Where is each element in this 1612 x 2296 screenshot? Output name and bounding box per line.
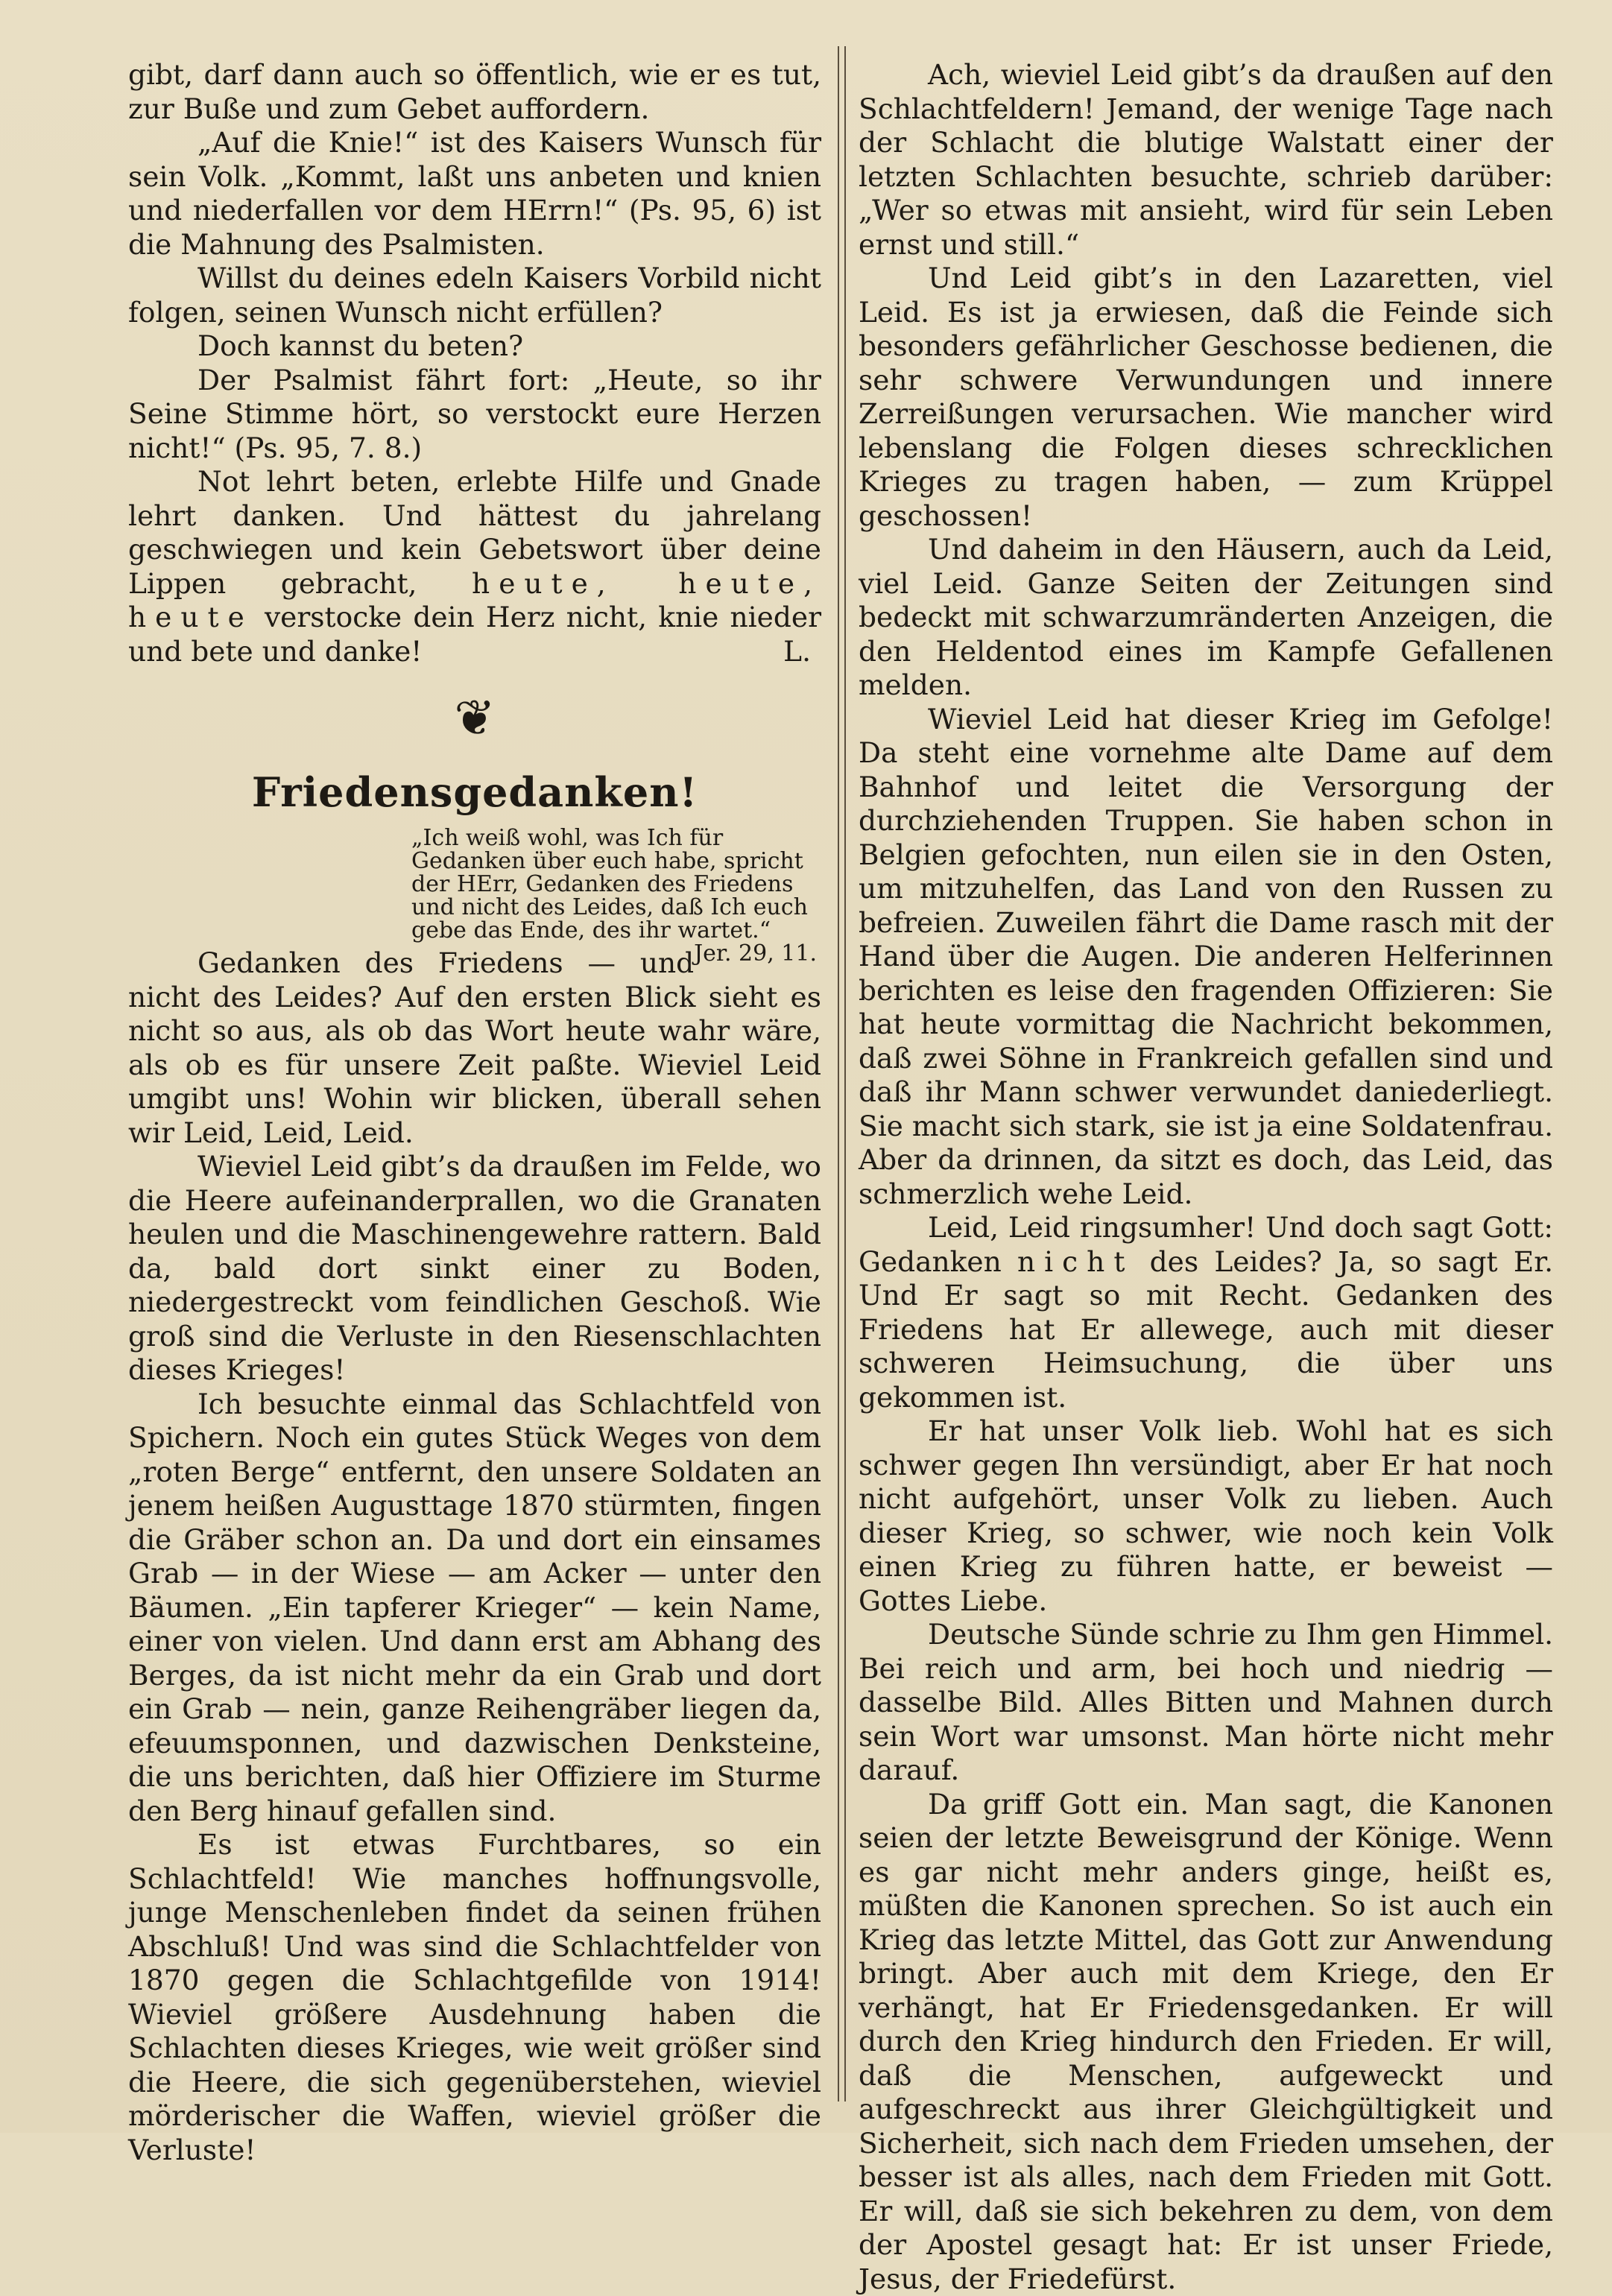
motto-reference: Jer. 29, 11. bbox=[694, 942, 817, 965]
paragraph: gibt, darf dann auch so öffentlich, wie er es tut, zur Buße und zum Gebet auffordern. bbox=[128, 58, 821, 126]
paragraph: Ich besuchte einmal das Schlachtfeld von Spichern. Noch ein gutes Stück Weges von dem „roten Berge“ entfernt, den unsere Soldaten an jenem heißen Augusttage 1870 stürmten, fingen die Gräber schon an. Da und dort ein einsames Grab — in der Wiese — am Acker — unter den Bäumen. „Ein tapferer Krieger“ — kein Name, einer von vielen. Und dann erst am Abhang des Berges, da ist nicht mehr da ein Grab und dort ein Grab — nein, ganze Reihengräber liegen da, efeuumsponnen, und dazwischen Denksteine, die uns berichten, daß hier Offiziere im Sturme den Berg hinauf gefallen sind. bbox=[128, 1388, 821, 1829]
motto-text bbox=[411, 826, 821, 942]
motto-quote: „Ich weiß wohl, was Ich für Gedanken über euch habe, spricht der HErr, Gedanken des Friedens und nicht des Leides, daß Ich euch gebe das Ende, des ihr wartet.“ bbox=[411, 825, 808, 943]
paragraph: Doch kannst du beten? bbox=[128, 329, 821, 364]
column-divider-line bbox=[838, 46, 839, 2101]
right-column bbox=[859, 58, 1553, 2296]
paragraph: Ach, wieviel Leid gibt’s da draußen auf den Schlachtfeldern! Jemand, der wenige Tage nach der Schlacht die blutige Walstatt einer der letzten Schlachten besuchte, schrieb darüber: „Wer so etwas mit ansieht, wird für sein Leben ernst und still.“ bbox=[859, 58, 1553, 262]
text-run: des Leides? Ja, so sagt Er. Und Er sagt so mit Recht. Gedanken des Friedens hat Er allewege, auch mit dieser schweren Heimsuchung, die über uns gekommen ist. bbox=[859, 1245, 1553, 1414]
column-divider-line bbox=[844, 46, 846, 2101]
paragraph bbox=[859, 1211, 1553, 1414]
spaced-emphasis: nicht bbox=[1017, 1245, 1134, 1278]
paragraph: Willst du deines edeln Kaisers Vorbild nicht folgen, seinen Wunsch nicht erfüllen? bbox=[128, 262, 821, 329]
paragraph: Und Leid gibt’s in den Lazaretten, viel Leid. Es ist ja erwiesen, daß die Feinde sich besonders gefährlicher Geschosse bedienen, die sehr schwere Verwundungen und innere Zerreißungen verursachen. Wie mancher wird lebenslang die Folgen dieses schrecklichen Krieges zu tragen haben, — zum Krüppel geschossen! bbox=[859, 262, 1553, 533]
paragraph: Der Psalmist fährt fort: „Heute, so ihr Seine Stimme hört, so verstockt eure Herzen nicht!“ (Ps. 95, 7. 8.) bbox=[128, 364, 821, 466]
paragraph: Es ist etwas Furchtbares, so ein Schlachtfeld! Wie manches hoffnungsvolle, junge Menschenleben findet da seinen frühen Abschluß! Und was sind die Schlachtfelder von 1870 gegen die Schlachtgefilde von 1914! Wieviel größere Ausdehnung haben die Schlachten dieses Krieges, wie weit größer sind die Heere, die sich gegenüberstehen, wieviel mörderischer die Waffen, wieviel größer die Verluste! bbox=[128, 1828, 821, 2167]
paragraph: Deutsche Sünde schrie zu Ihm gen Himmel. Bei reich und arm, bei hoch und niedrig — dasselbe Bild. Alles Bitten und Mahnen durch sein Wort war umsonst. Man hörte nicht mehr darauf. bbox=[859, 1618, 1553, 1788]
paragraph: „Auf die Knie!“ ist des Kaisers Wunsch für sein Volk. „Kommt, laßt uns anbeten und knien und niederfallen vor dem HErrn!“ (Ps. 95, 6) ist die Mahnung des Psalmisten. bbox=[128, 126, 821, 262]
paragraph: Und daheim in den Häusern, auch da Leid, viel Leid. Ganze Seiten der Zeitungen sind bedeckt mit schwarzumränderten Anzeigen, die den Heldentod eines im Kampfe Gefallenen melden. bbox=[859, 533, 1553, 703]
paragraph: Gedanken des Friedens — und nicht des Leides? Auf den ersten Blick sieht es nicht so aus, als ob das Wort heute wahr wäre, als ob es für unsere Zeit paßte. Wieviel Leid umgibt uns! Wohin wir blicken, überall sehen wir Leid, Leid, Leid. bbox=[128, 946, 821, 1150]
text-run: Leid, Leid ringsumher! Und doch sagt Gott: Gedanken bbox=[859, 1211, 1553, 1278]
text-run: Not lehrt beten, erlebte Hilfe und Gnade lehrt danken. Und hättest du jahrelang geschwiegen und kein Gebetswort über deine Lippen gebracht, bbox=[128, 465, 821, 600]
ornament-divider: ❦ bbox=[128, 694, 821, 743]
paragraph: Wieviel Leid hat dieser Krieg im Gefolge! Da steht eine vornehme alte Dame auf dem Bahnhof und leitet die Versorgung der durchziehenden Truppen. Sie haben schon in Belgien gefochten, nun eilen sie in den Osten, um mitzuhelfen, das Land von den Russen zu befreien. Zuweilen fährt die Dame rasch mit der Hand über die Augen. Die anderen Helferinnen berichten es leise den fragenden Offizieren: Sie hat heute vormittag die Nachricht bekommen, daß zwei Söhne in Frankreich gefallen sind und daß ihr Mann schwer verwundet daniederliegt. Sie macht sich stark, sie ist ja eine Soldatenfrau. Aber da drinnen, da sitzt es doch, das Leid, das schmerzlich wehe Leid. bbox=[859, 703, 1553, 1212]
spaced-emphasis: heute, heute, heute bbox=[128, 567, 821, 634]
left-column bbox=[128, 58, 821, 2167]
paragraph: Da griff Gott ein. Man sagt, die Kanonen seien der letzte Beweisgrund der Könige. Wenn es gar nicht mehr anders ginge, heißt es, müßten die Kanonen sprechen. So ist auch ein Krieg das letzte Mittel, das Gott zur Anwendung bringt. Aber auch mit dem Kriege, den Er verhängt, hat Er Friedensgedanken. Er will durch den Krieg hindurch den Frieden. Er will, daß die Menschen, aufgeweckt und aufgeschreckt aus ihrer Gleichgültigkeit und Sicherheit, sich nach dem Frieden umsehen, der besser ist als alles, nach dem Frieden mit Gott. Er will, daß sie sich bekehren zu dem, von dem der Apostel gesagt hat: Er ist unser Friede, Jesus, der Friedefürst. bbox=[859, 1788, 1553, 2296]
text-run: verstocke dein Herz nicht, knie nieder und bete und danke! bbox=[128, 601, 821, 668]
paragraph: Wieviel Leid gibt’s da draußen im Felde, wo die Heere aufeinanderprallen, wo die Granaten heulen und die Maschinengewehre rattern. Bald da, bald dort sinkt einer zu Boden, niedergestreckt vom feindlichen Geschoß. Wie groß sind die Verluste in den Riesenschlachten dieses Krieges! bbox=[128, 1150, 821, 1388]
bible-motto bbox=[411, 826, 821, 942]
article-title: Friedensgedanken! bbox=[128, 768, 821, 816]
author-signature: L. bbox=[128, 635, 821, 669]
paragraph: Er hat unser Volk lieb. Wohl hat es sich schwer gegen Ihn versündigt, aber Er hat noch nicht aufgehört, unser Volk zu lieben. Auch dieser Krieg, so schwer, wie noch kein Volk einen Krieg zu führen hatte, er beweist — Gottes Liebe. bbox=[859, 1414, 1553, 1618]
